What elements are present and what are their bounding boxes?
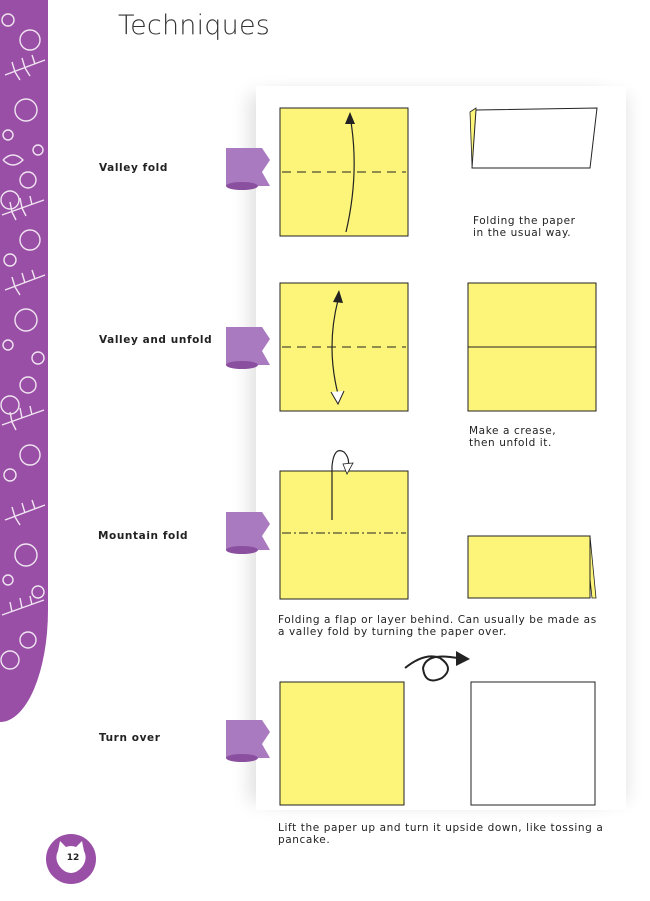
mountain-fold-result: [468, 536, 596, 598]
caption-valley-and-unfold: [469, 425, 556, 449]
valley-unfold-diagram: [280, 283, 408, 411]
valley-unfold-result: [468, 283, 596, 411]
technique-label-valley-and-unfold: Valley and unfold: [99, 334, 213, 346]
caption-line: a valley fold by turning the paper over.: [278, 626, 507, 638]
mountain-fold-diagram: [280, 451, 408, 599]
technique-label-valley-fold: Valley fold: [99, 162, 168, 174]
caption-line: Folding a flap or layer behind. Can usually be made as: [278, 614, 597, 626]
valley-fold-diagram: [280, 108, 408, 236]
technique-label-mountain-fold: Mountain fold: [98, 530, 189, 542]
technique-label-turn-over: Turn over: [99, 732, 161, 744]
caption-line: Lift the paper up and turn it upside down, like tossing a: [278, 822, 604, 834]
caption-mountain-fold: [278, 614, 597, 638]
caption-line: then unfold it.: [469, 437, 552, 449]
caption-line: pancake.: [278, 834, 331, 846]
caption-turn-over: [278, 822, 603, 846]
turn-over-diagram: [280, 682, 595, 805]
caption-line: Folding the paper: [473, 215, 576, 227]
caption-line: Make a crease,: [469, 425, 557, 437]
caption-valley-fold: [473, 215, 576, 239]
valley-fold-result: [470, 108, 597, 168]
page-number: 12: [66, 853, 80, 863]
turn-over-arrow-icon: [405, 651, 470, 680]
caption-line: in the usual way.: [473, 227, 572, 239]
page-title: Techniques: [118, 10, 271, 41]
